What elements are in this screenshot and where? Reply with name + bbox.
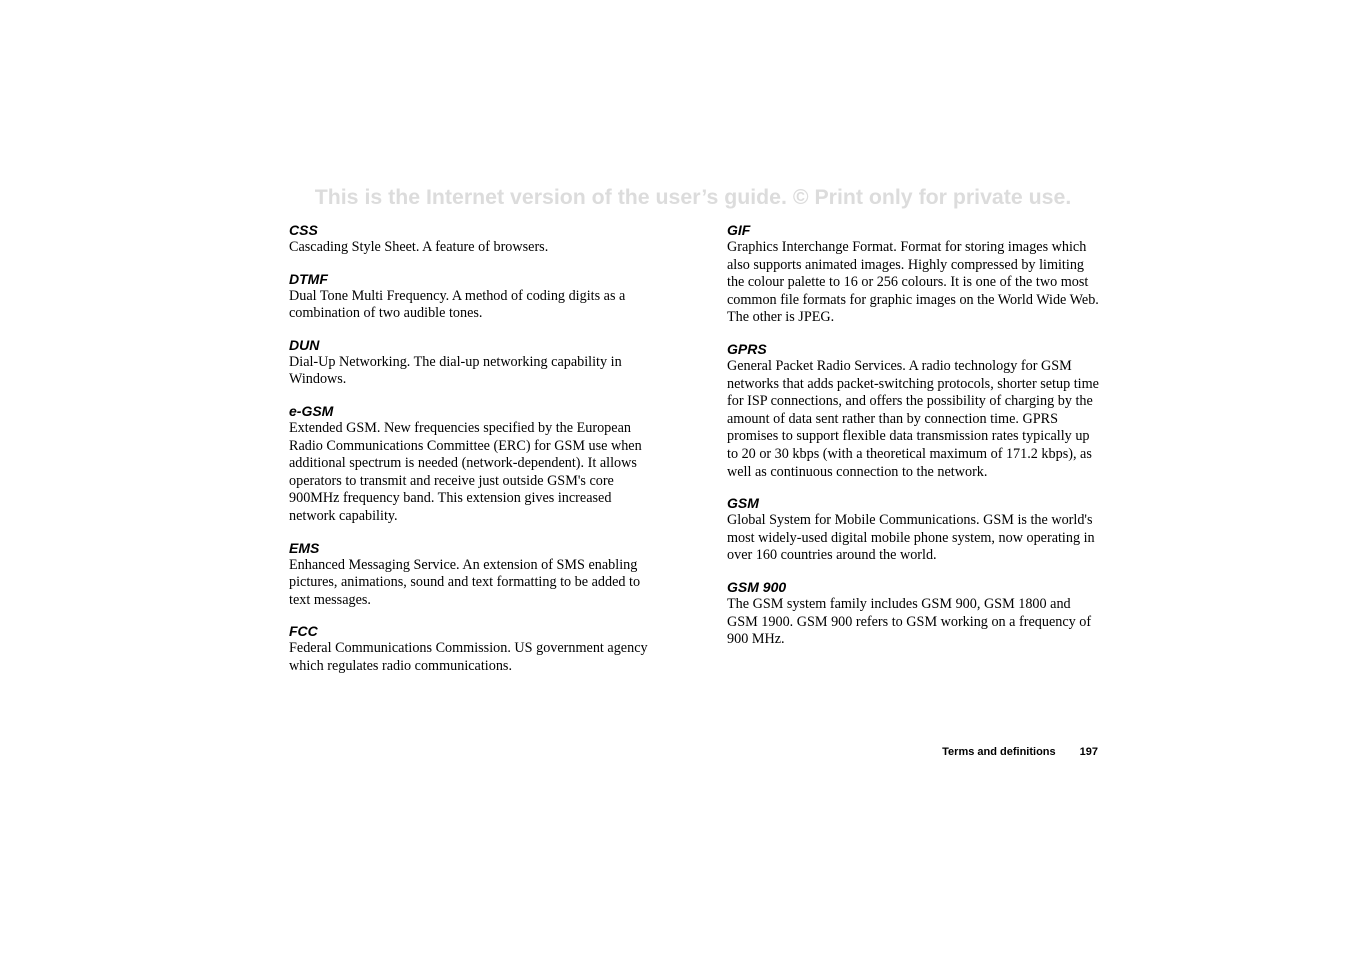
glossary-entry-dun	[289, 336, 659, 389]
term-definition: Extended GSM. New frequencies specified by the European Radio Communications Committee (ERC) for GSM use when additional spectrum is needed (network-dependent). It allows operators to transmit and receive just outside GSM's core 900MHz frequency band. This extension gives increased network capability.	[289, 419, 642, 524]
term-heading: DTMF	[289, 270, 328, 287]
term-definition: General Packet Radio Services. A radio technology for GSM networks that adds packet-switching protocols, shorter setup time for ISP connections, and offers the possibility of charging by the amount of data sent rather than by connection time. GPRS promises to support flexible data transmission rates typically up to 20 or 30 kbps (with a theoretical maximum of 171.2 kbps), as well as continuous connection to the network.	[727, 357, 1099, 480]
term-heading: e-GSM	[289, 402, 334, 419]
term-definition: Graphics Interchange Format. Format for storing images which also supports animated images. Highly compressed by limiting the colour palette to 16 or 256 colours. It is one of the two most common file formats for graphic images on the World Wide Web. The other is JPEG.	[727, 239, 1099, 326]
page-footer	[942, 746, 1098, 758]
glossary-entry-gsm-900	[727, 578, 1102, 649]
term-definition: Dual Tone Multi Frequency. A method of coding digits as a combination of two audible tones.	[289, 287, 626, 322]
term-definition: Global System for Mobile Communications. GSM is the world's most widely-used digital mobile phone system, now operating in over 160 countries around the world.	[727, 512, 1095, 564]
term-heading: FCC	[289, 623, 318, 640]
glossary-entry-ems	[289, 539, 659, 610]
glossary-entry-gif	[727, 221, 1102, 327]
term-heading: EMS	[289, 539, 320, 556]
glossary-entry-gsm	[727, 494, 1102, 565]
term-definition: Dial-Up Networking. The dial-up networking capability in Windows.	[289, 353, 622, 388]
glossary-entry-css	[289, 221, 659, 257]
glossary-entry-dtmf	[289, 270, 659, 323]
page-number: 197	[1079, 746, 1098, 758]
watermark-notice: This is the Internet version of the user’s guide. © Print only for private use.	[314, 185, 1072, 209]
glossary-entry-e-gsm	[289, 402, 659, 526]
term-heading: GSM	[727, 495, 759, 512]
glossary-entry-fcc	[289, 622, 659, 675]
term-heading: GIF	[727, 222, 751, 238]
term-heading: GSM 900	[727, 578, 787, 595]
term-heading: DUN	[289, 336, 320, 353]
right-column	[727, 221, 1102, 662]
term-heading: GPRS	[727, 340, 767, 357]
term-definition: Cascading Style Sheet. A feature of browsers.	[289, 239, 549, 255]
glossary-entry-gprs	[727, 340, 1102, 481]
left-column	[289, 221, 659, 689]
term-definition: Federal Communications Commission. US government agency which regulates radio communications.	[289, 640, 648, 674]
footer-section-title: Terms and definitions	[942, 746, 1056, 758]
term-definition: The GSM system family includes GSM 900, GSM 1800 and GSM 1900. GSM 900 refers to GSM working on a frequency of 900 MHz.	[727, 595, 1092, 648]
term-heading: CSS	[289, 222, 318, 238]
term-definition: Enhanced Messaging Service. An extension of SMS enabling pictures, animations, sound and text formatting to be added to text messages.	[289, 556, 641, 608]
